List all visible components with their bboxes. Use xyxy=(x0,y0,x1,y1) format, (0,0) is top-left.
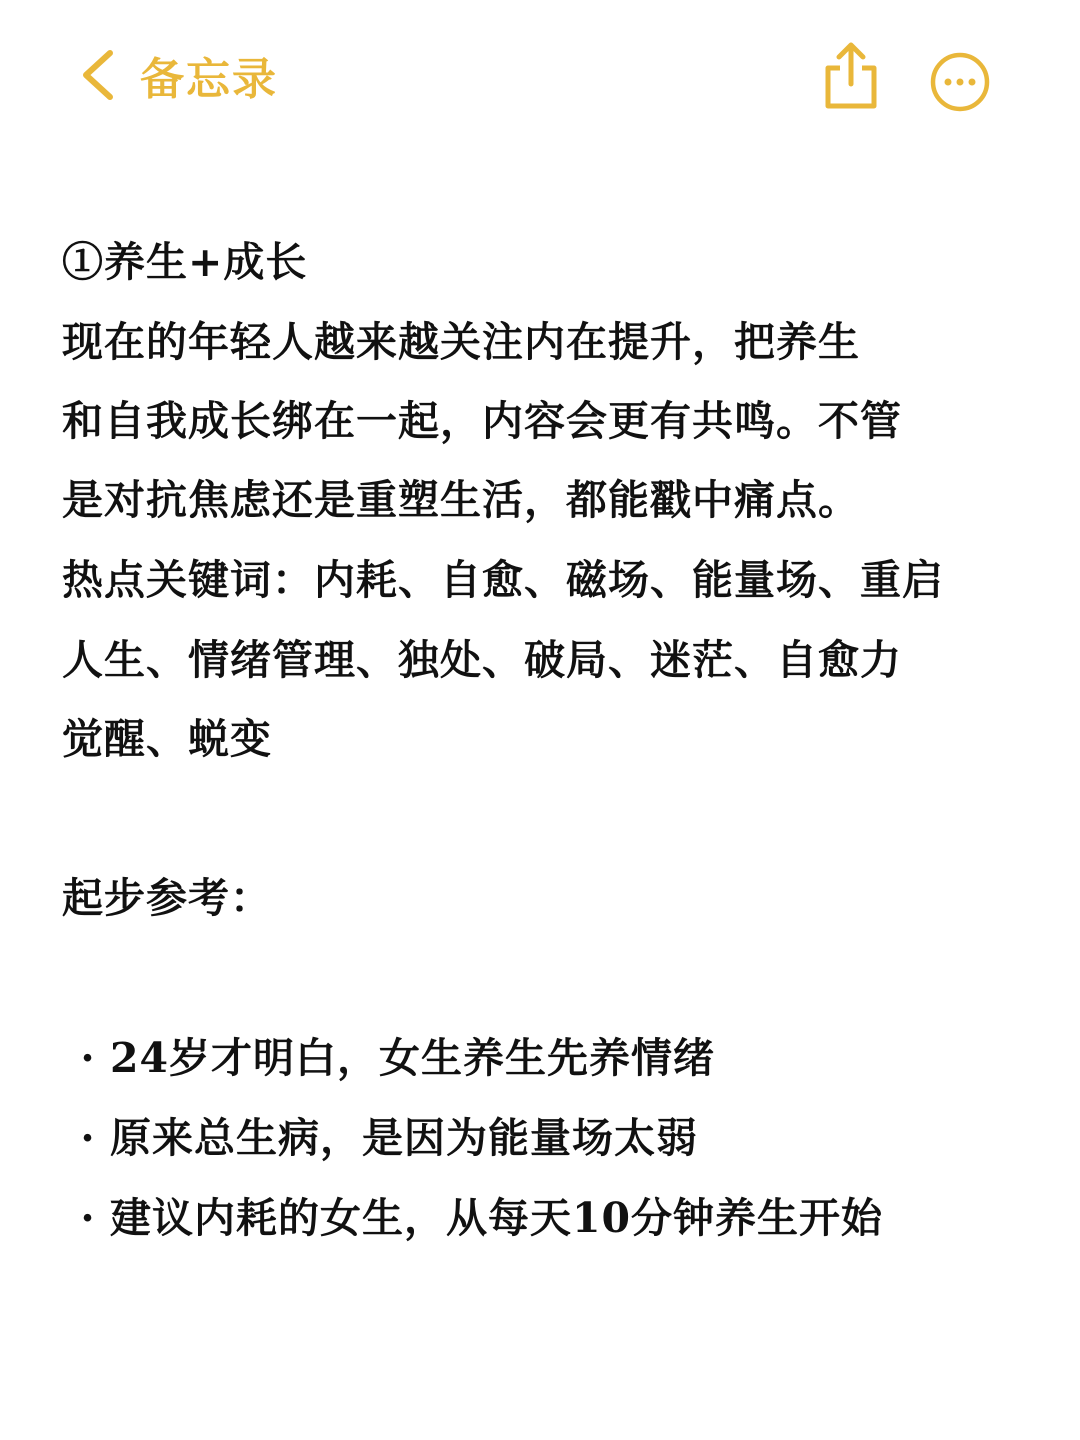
back-button[interactable] xyxy=(78,40,278,110)
bullet-item xyxy=(62,1188,883,1248)
paragraph-line: 是对抗焦虑还是重塑生活，都能戳中痛点。 xyxy=(62,476,860,524)
share-button[interactable] xyxy=(820,40,882,112)
ellipsis-circle-icon xyxy=(928,99,992,118)
bullet-item xyxy=(62,1028,715,1088)
bullet-text: 建议内耗的女生，从每天10分钟养生开始 xyxy=(110,1194,884,1242)
keyword-line: 人生、情绪管理、独处、破局、迷茫、自愈力 xyxy=(62,636,902,684)
bullet-text: 24岁才明白，女生养生先养情绪 xyxy=(110,1034,716,1082)
back-label: 备忘录 xyxy=(140,54,278,105)
bullet-item xyxy=(62,1108,698,1168)
chevron-left-icon xyxy=(78,47,118,103)
paragraph-line: 现在的年轻人越来越关注内在提升，把养生 xyxy=(62,318,860,366)
paragraph-line: 和自我成长绑在一起，内容会更有共鸣。不管 xyxy=(62,397,902,445)
bullet-dot: · xyxy=(80,1114,96,1162)
nav-bar xyxy=(0,0,1080,150)
section-title: ①养生+成长 xyxy=(62,238,308,286)
keyword-line: 热点关键词：内耗、自愈、磁场、能量场、重启 xyxy=(62,556,944,604)
keyword-line: 觉醒、蜕变 xyxy=(62,715,272,763)
reference-heading: 起步参考： xyxy=(62,874,272,922)
share-icon xyxy=(820,97,882,116)
bullet-text: 原来总生病，是因为能量场太弱 xyxy=(110,1114,698,1162)
more-button[interactable] xyxy=(928,50,992,114)
bullet-dot: · xyxy=(80,1034,96,1082)
bullet-dot: · xyxy=(80,1194,96,1242)
